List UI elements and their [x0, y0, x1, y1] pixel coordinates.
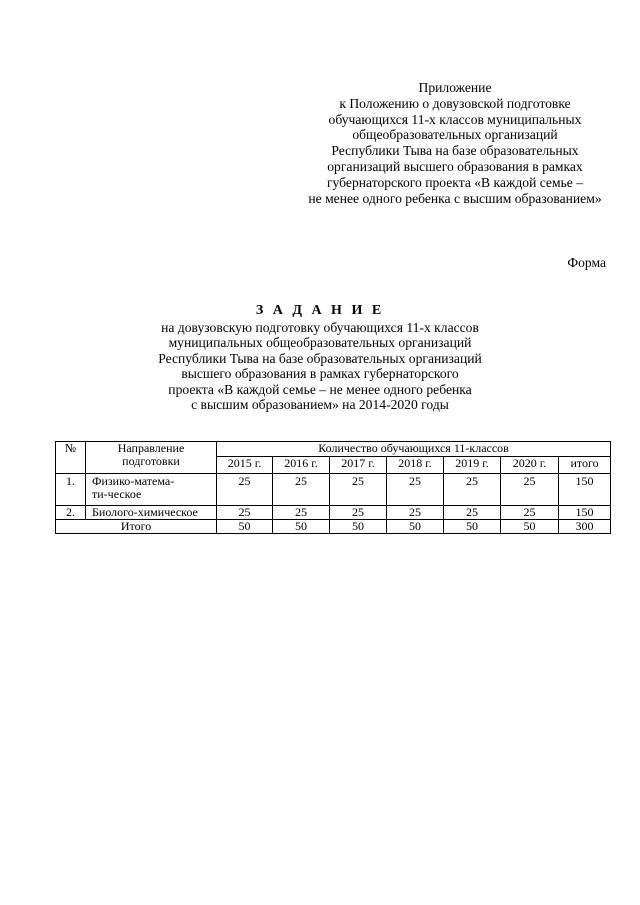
- header-year: 2018 г.: [387, 457, 444, 474]
- header-year: 2015 г.: [217, 457, 273, 474]
- row-direction: Биолого-химическое: [86, 506, 217, 520]
- summary-label: Итого: [56, 520, 217, 534]
- row-value: 25: [273, 506, 330, 520]
- header-num: №: [56, 442, 86, 474]
- header-total: итого: [559, 457, 611, 474]
- table-summary-row: [56, 520, 611, 534]
- row-value: 25: [501, 506, 559, 520]
- appendix-line: губернаторского проекта «В каждой семье –: [326, 174, 584, 190]
- row-value: 25: [387, 474, 444, 506]
- appendix-line: Приложение: [418, 80, 492, 95]
- row-value: 25: [501, 474, 559, 506]
- header-year: 2020 г.: [501, 457, 559, 474]
- row-value: 25: [444, 474, 501, 506]
- row-value: 25: [273, 474, 330, 506]
- task-subtitle-line: муниципальных общеобразовательных организаций: [168, 335, 472, 351]
- appendix-line: Республики Тыва на базе образовательных: [331, 143, 579, 159]
- task-subtitle-line: на довузовскую подготовку обучающихся 11-х классов: [161, 320, 479, 335]
- row-num: 1.: [56, 474, 86, 506]
- appendix-block: [255, 80, 640, 206]
- summary-value: 50: [387, 520, 444, 534]
- table-row: [56, 474, 611, 506]
- summary-value: 50: [501, 520, 559, 534]
- appendix-line: общеобразовательных организаций: [352, 127, 558, 143]
- row-value: 25: [387, 506, 444, 520]
- row-total: 150: [559, 506, 611, 520]
- students-table: [55, 441, 611, 534]
- summary-total: 300: [559, 520, 611, 534]
- row-value: 25: [217, 474, 273, 506]
- task-subtitle-line: проекта «В каждой семье – не менее одного ребенка: [168, 381, 472, 397]
- row-total: 150: [559, 474, 611, 506]
- form-label: Форма: [567, 255, 606, 270]
- row-value: 25: [330, 506, 387, 520]
- summary-value: 50: [273, 520, 330, 534]
- row-value: 25: [444, 506, 501, 520]
- header-direction: [86, 442, 217, 474]
- summary-value: 50: [217, 520, 273, 534]
- row-direction: [86, 474, 217, 506]
- row-num: 2.: [56, 506, 86, 520]
- header-direction-line: Направление: [117, 441, 185, 455]
- header-year: 2019 г.: [444, 457, 501, 474]
- task-title: З А Д А Н И Е: [255, 303, 385, 318]
- summary-value: 50: [330, 520, 387, 534]
- task-subtitle: [0, 320, 640, 412]
- appendix-line: не менее одного ребенка с высшим образованием»: [308, 190, 602, 206]
- row-direction-line: ти-ческое: [92, 487, 142, 501]
- summary-value: 50: [444, 520, 501, 534]
- table-row: [56, 506, 611, 520]
- header-year: 2016 г.: [273, 457, 330, 474]
- task-subtitle-line: высшего образования в рамках губернаторского: [181, 366, 459, 382]
- row-value: 25: [330, 474, 387, 506]
- appendix-line: организаций высшего образования в рамках: [327, 158, 583, 174]
- row-value: 25: [217, 506, 273, 520]
- header-direction-line: подготовки: [122, 454, 180, 468]
- task-subtitle-line: с высшим образованием» на 2014-2020 годы: [191, 397, 449, 413]
- row-direction-line: Физико-матема-: [92, 474, 175, 488]
- appendix-line: к Положению о довузовской подготовке: [339, 95, 571, 111]
- header-group: Количество обучающихся 11-классов: [217, 442, 611, 457]
- table-header-row: [56, 442, 611, 457]
- appendix-line: обучающихся 11-х классов муниципальных: [328, 111, 582, 127]
- task-subtitle-line: Республики Тыва на базе образовательных организаций: [158, 350, 482, 366]
- header-year: 2017 г.: [330, 457, 387, 474]
